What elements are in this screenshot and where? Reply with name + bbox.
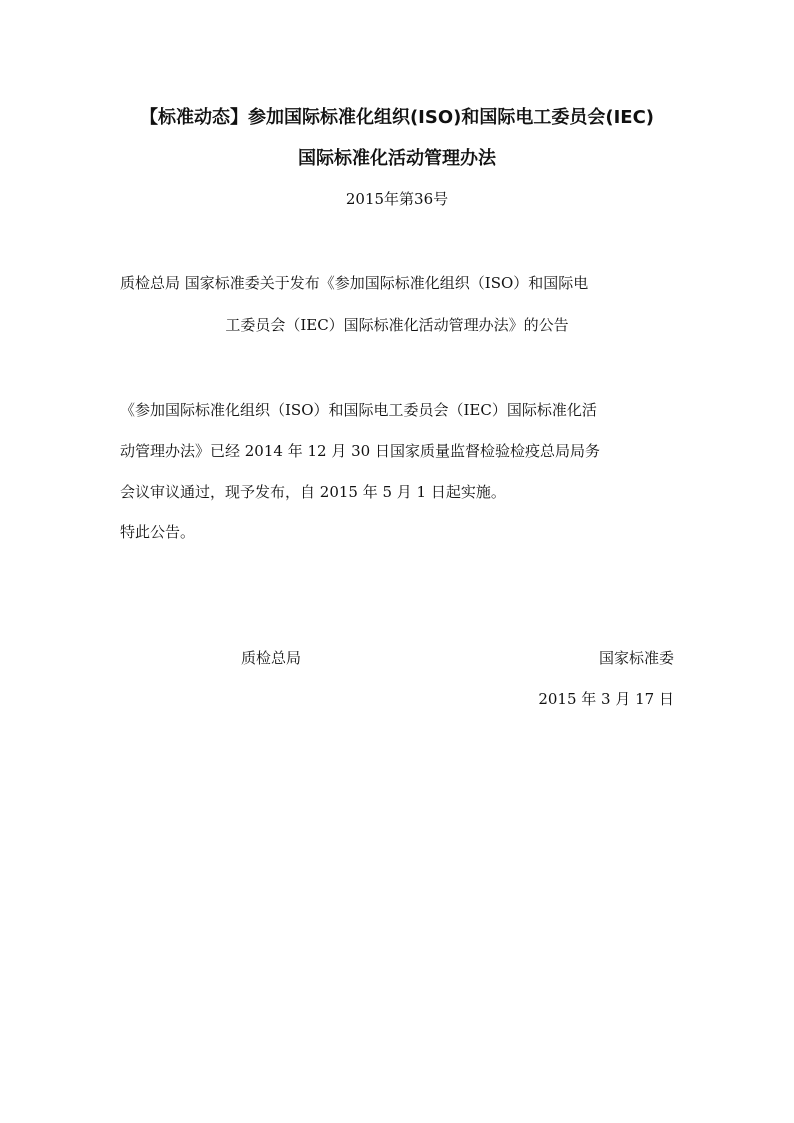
announcement-subject-line-2: 工委员会（IEC）国际标准化活动管理办法》的公告 <box>225 316 569 334</box>
document-title-line-2: 国际标准化活动管理办法 <box>298 148 496 169</box>
issue-date: 2015 年 3 月 17 日 <box>538 690 674 708</box>
body-text-line-1: 《参加国际标准化组织（ISO）和国际电工委员会（IEC）国际标准化活 <box>120 401 597 419</box>
document-title-line-1: 【标准动态】参加国际标准化组织(ISO)和国际电工委员会(IEC) <box>139 107 655 128</box>
body-text-line-3: 会议审议通过，现予发布，自 2015 年 5 月 1 日起实施。 <box>120 483 506 501</box>
body-text-closing: 特此公告。 <box>120 523 196 541</box>
signatory-sac: 国家标准委 <box>598 649 674 667</box>
announcement-subject-line-1: 质检总局 国家标准委关于发布《参加国际标准化组织（ISO）和国际电 <box>120 274 589 292</box>
issue-number: 2015年第36号 <box>345 190 449 208</box>
body-text-line-2: 动管理办法》已经 2014 年 12 月 30 日国家质量监督检验检疫总局局务 <box>120 442 600 460</box>
signatory-aqsiq: 质检总局 <box>241 649 302 667</box>
